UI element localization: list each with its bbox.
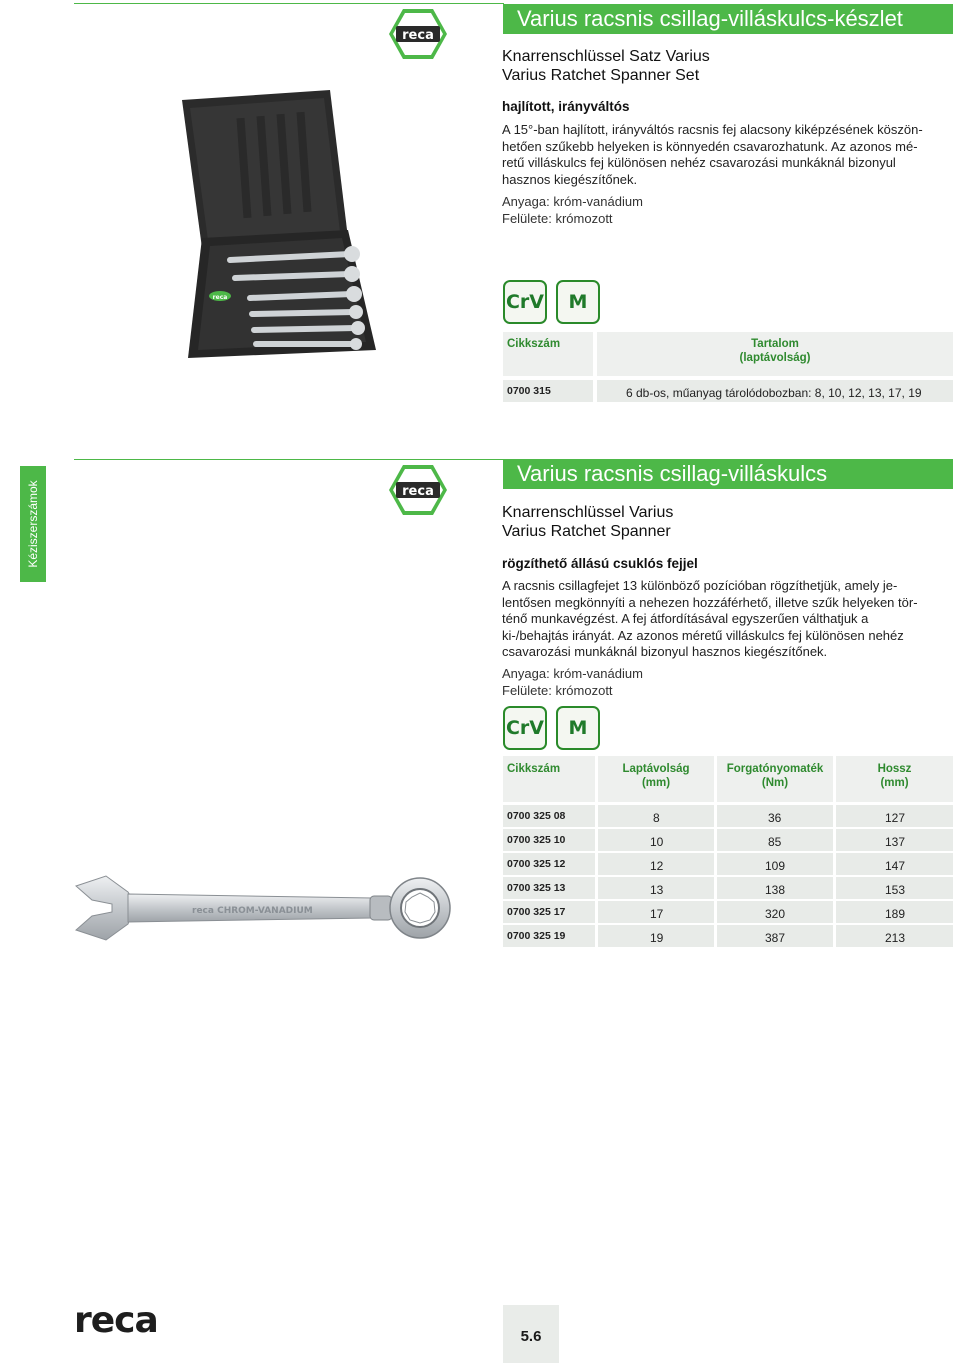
torque-value: 36 [768,811,782,825]
category-label: Kéziszerszámok [26,480,40,568]
article-number: 0700 325 12 [507,858,566,870]
description-line: csavarozási munkáknál bizonyul hasznos kiegészítőnek. [502,644,828,660]
section1-subtitle-de: Knarrenschlüssel Satz Varius [502,48,710,65]
table1-header-content-sub: (laptávolság) [739,352,811,364]
length-value: 147 [885,859,906,873]
table-row [503,853,953,875]
section2-subtitle-en: Varius Ratchet Spanner [502,523,671,540]
set-content: 6 db-os, műanyag tárolódobozban: 8, 10, 12, 13, 17, 19 [626,386,922,400]
torque-value: 387 [765,931,786,945]
ratchet-spanner-image [72,868,480,948]
length-value: 189 [885,907,906,921]
section1-title: Varius racsnis csillag-villáskulcs-készlet [503,4,953,34]
table1-header-article: Cikkszám [507,338,561,350]
description-line: A racsnis csillagfejet 13 különböző pozícióban rögzíthetjük, amely je- [502,578,898,593]
description-line: ki-/behajtás irányát. Az azonos méretű villáskulcs fej különösen nehéz [502,627,904,643]
footer-logo: reca [74,1300,158,1341]
section1-subtitle-en: Varius Ratchet Spanner Set [502,67,700,84]
table-row [503,901,953,923]
table2-header-torque-unit: (Nm) [761,777,789,789]
length-value: 137 [885,835,906,849]
table2-header-length: Hossz [877,763,912,775]
length-value: 213 [885,931,906,945]
article-number: 0700 325 08 [507,810,566,822]
description-line: lentősen megkönnyíti a nehezen hozzáférhető, illetve szűk helyeken tör- [502,594,918,610]
section2-subtitle-de: Knarrenschlüssel Varius [502,504,674,521]
table2-header-length-unit: (mm) [880,777,909,789]
width-value: 12 [650,859,664,873]
section1-description [502,122,952,188]
length-value: 127 [885,811,906,825]
reca-badge-logo [388,464,448,516]
section1-top-rule [74,3,504,4]
section2-surface: Felülete: krómozott [502,683,613,698]
article-number: 0700 325 19 [507,930,566,942]
section1-feature: hajlított, irányváltós [502,99,630,114]
article-number: 0700 325 17 [507,906,566,918]
table2-header-torque: Forgatónyomaték [726,763,824,775]
table-row [503,877,953,899]
width-value: 8 [653,811,660,825]
article-number: 0700 325 10 [507,834,566,846]
reca-badge-logo [388,8,448,60]
crv-badge: CrV [503,280,547,324]
table-row [503,829,953,851]
table2-header-width: Laptávolság [622,763,690,775]
crv-badge: CrV [503,706,547,750]
table-row [503,925,953,947]
tool-engraving: reca CHROM-VANADIUM [192,906,313,916]
table-row [503,805,953,827]
width-value: 10 [650,835,664,849]
description-line: ténő munkavégzést. A fej átfordításával egyszerűen válthatjuk a [502,611,869,627]
section2-material: Anyaga: króm-vanádium [502,666,643,681]
category-side-tab [20,466,46,582]
section1-surface: Felülete: krómozott [502,211,613,226]
page-number: 5.6 [503,1305,559,1363]
table1-header-content: Tartalom [751,338,799,350]
case-logo-text: reca [212,294,228,301]
description-line: hasznos kiegészítőnek. [502,171,638,187]
width-value: 19 [650,931,664,945]
torque-value: 85 [768,835,782,849]
m-badge: M [556,706,600,750]
m-badge: M [556,280,600,324]
description-line: A 15°-ban hajlított, irányváltós racsnis fej alacsony kiképzésének köszön- [502,122,923,137]
section2-title: Varius racsnis csillag-villáskulcs [503,459,953,489]
reca-badge-text: reca [402,28,434,43]
length-value: 153 [885,883,906,897]
torque-value: 109 [765,859,786,873]
article-number: 0700 315 [507,385,551,397]
section1-material: Anyaga: króm-vanádium [502,194,643,209]
description-line: retű villáskulcs fej különösen nehéz csavarozási munkáknál bizonyul [502,155,896,171]
section2-top-rule [74,459,504,460]
reca-badge-text: reca [402,484,434,499]
section2-feature: rögzíthető állású csuklós fejjel [502,556,698,571]
width-value: 13 [650,883,664,897]
torque-value: 320 [765,907,786,921]
table2-header-article: Cikkszám [507,763,561,775]
width-value: 17 [650,907,664,921]
table2-header-width-unit: (mm) [641,777,671,789]
article-number: 0700 325 13 [507,882,566,894]
torque-value: 138 [765,883,786,897]
section2-description [502,578,952,661]
description-line: hetően szűkebb helyeken is könnyedén csavarozhatunk. Az azonos mé- [502,138,918,154]
table-row [503,380,953,402]
spanner-case-image [180,88,380,360]
